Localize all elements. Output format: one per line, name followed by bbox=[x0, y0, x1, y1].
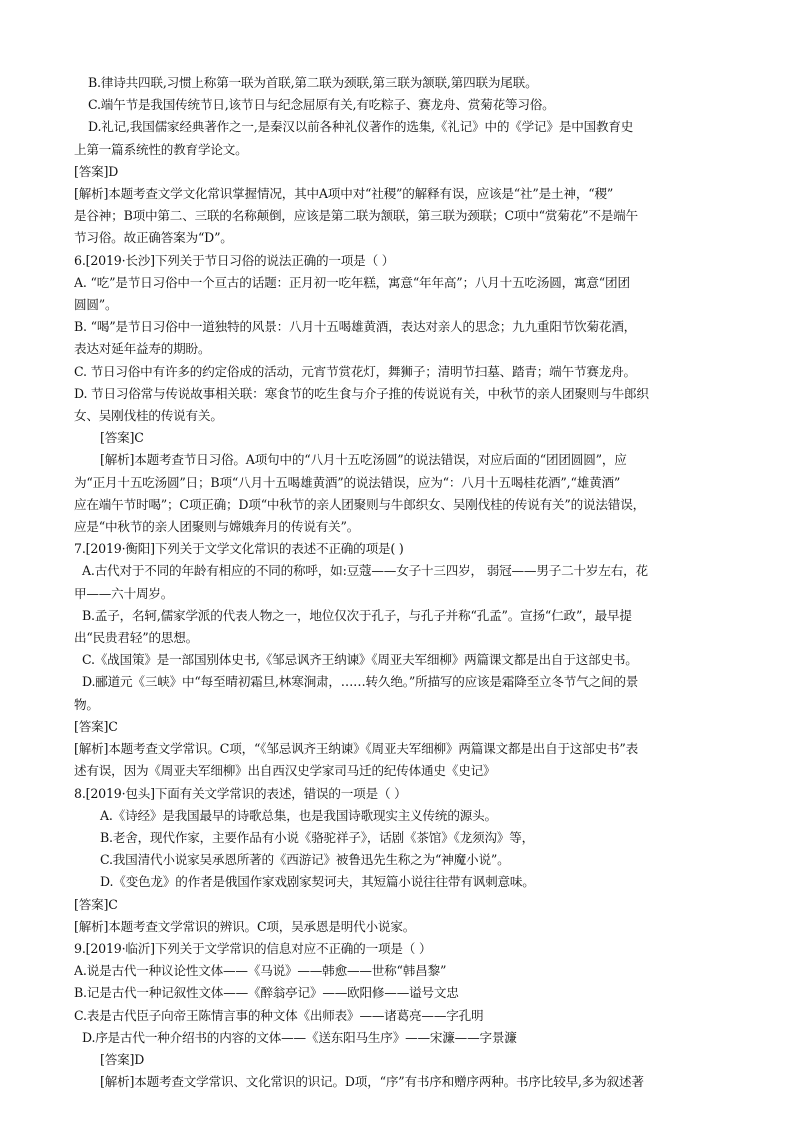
q9-option-a: A.说是古代一种议论性文体——《马说》——韩愈——世称“韩昌黎” bbox=[74, 963, 447, 979]
q7-analysis-line: [解析]本题考查文学常识。C项，“《邹忌讽齐王纳谏》《周亚夫军细柳》两篇课文都是出自于这部史书”表 bbox=[74, 741, 639, 757]
q7-option-line: 物。 bbox=[74, 696, 99, 712]
q9-answer: [答案]D bbox=[100, 1051, 145, 1067]
q6-option-line: 圆圆”。 bbox=[74, 297, 118, 313]
q5-analysis-line: [解析]本题考查文学文化常识掌握情况，其中A项中对“社稷”的解释有误，应该是“社”是土神，“稷” bbox=[74, 186, 614, 202]
q7-stem: 7.[2019·衡阳]下列关于文学文化常识的表述不正确的项是( ) bbox=[74, 541, 404, 557]
q5-option-d: D.礼记,我国儒家经典著作之一,是秦汉以前各种礼仪著作的选集,《礼记》中的《学记》是中国教育史 bbox=[88, 119, 634, 135]
q5-option-d-cont: 上第一篇系统性的教育学论文。 bbox=[74, 141, 248, 157]
q5-answer: [答案]D bbox=[74, 163, 119, 179]
q6-option-line: 表达对延年益寿的期盼。 bbox=[74, 341, 211, 357]
q9-analysis-line: [解析]本题考查文学常识、文化常识的识记。D项，“序”有书序和赠序两种。书序比较早,多为叙述著 bbox=[100, 1074, 644, 1090]
q6-option-line: D. 节日习俗常与传说故事相关联：寒食节的吃生食与介子推的传说说有关，中秋节的亲人团聚则与牛郎织 bbox=[74, 385, 649, 401]
q6-analysis-line: 应在端午节时喝”；C项正确；D项“中秋节的亲人团聚则与牛郎织女、吴刚伐桂的传说有关”的说法错误， bbox=[74, 496, 645, 512]
q7-option-line: B.孟子，名轲,儒家学派的代表人物之一，地位仅次于孔子，与孔子并称“孔孟”。宣扬“仁政”，最早提 bbox=[82, 607, 632, 623]
q5-option-c: C.端午节是我国传统节日,该节日与纪念屈原有关,有吃粽子、赛龙舟、赏菊花等习俗。 bbox=[88, 97, 555, 113]
q8-option-c: C.我国清代小说家吴承恩所著的《西游记》被鲁迅先生称之为“神魔小说”。 bbox=[100, 852, 510, 868]
q8-option-b: B.老舍，现代作家，主要作品有小说《骆驼祥子》，话剧《茶馆》《龙须沟》等， bbox=[100, 829, 535, 845]
q6-option-line: A. “吃”是节日习俗中一个亘古的话题：正月初一吃年糕，寓意“年年高”；八月十五吃汤圆，寓意“团团 bbox=[74, 274, 630, 290]
q7-option-line: 甲——六十周岁。 bbox=[74, 585, 174, 601]
document-page bbox=[74, 72, 734, 1093]
q8-analysis-line: [解析]本题考查文学常识的辨识。C项，吴承恩是明代小说家。 bbox=[74, 918, 416, 934]
q5-analysis-line: 节习俗。故正确答案为“D”。 bbox=[74, 230, 233, 246]
q8-option-d: D.《变色龙》的作者是俄国作家戏剧家契诃夫，其短篇小说往往带有讽刺意味。 bbox=[100, 874, 535, 890]
q6-option-line: C. 节日习俗中有许多的约定俗成的活动，元宵节赏花灯，舞狮子；清明节扫墓、踏青；端午节赛龙舟。 bbox=[74, 363, 636, 379]
q7-option-line: D.郦道元《三峡》中“每至晴初霜旦,林寒涧肃，……转久绝。”所描写的应该是霜降至立冬节气之间的景 bbox=[82, 674, 639, 690]
q7-analysis-line: 述有误，因为《周亚夫军细柳》出自西汉史学家司马迁的纪传体通史《史记》 bbox=[74, 763, 496, 779]
q5-option-b: B.律诗共四联,习惯上称第一联为首联,第二联为颈联,第三联为颔联,第四联为尾联。 bbox=[88, 75, 538, 90]
q7-answer: [答案]C bbox=[74, 718, 118, 734]
q6-answer: [答案]C bbox=[100, 430, 144, 446]
q5-analysis-line: 是谷神；B项中第二、三联的名称颠倒，应该是第二联为颔联，第三联为颈联；C项中“赏菊花”不是端午 bbox=[74, 208, 638, 224]
q7-option-line: C.《战国策》是一部国别体史书,《邹忌讽齐王纳谏》《周亚夫军细柳》两篇课文都是出自于这部史书。 bbox=[82, 652, 638, 668]
q7-option-line: A.古代对于不同的年龄有相应的不同的称呼，如:豆蔻——女子十三四岁， 弱冠——男子二十岁左右，花 bbox=[82, 563, 648, 579]
q7-option-line: 出“民贵君轻”的思想。 bbox=[74, 630, 199, 646]
q6-option-line: B. “喝”是节日习俗中一道独特的风景：八月十五喝雄黄酒，表达对亲人的思念；九九重阳节饮菊花酒， bbox=[74, 319, 637, 335]
q8-option-a: A.《诗经》是我国最早的诗歌总集，也是我国诗歌现实主义传统的源头。 bbox=[100, 807, 497, 823]
q6-option-line: 女、吴刚伐桂的传说有关。 bbox=[74, 408, 223, 424]
q6-analysis-line: 为“正月十五吃汤圆”日；B项“八月十五喝雄黄酒”的说法错误，应为“：八月十五喝桂花酒”,“雄黄酒” bbox=[74, 474, 621, 490]
q8-stem: 8.[2019·包头]下面有关文学常识的表述，错误的一项是（ ） bbox=[74, 785, 407, 801]
q8-answer: [答案]C bbox=[74, 896, 118, 912]
q6-analysis-line: 应是“中秋节的亲人团聚则与嫦娥奔月的传说有关”。 bbox=[74, 519, 360, 535]
q9-option-d: D.序是古代一种介绍书的内容的文体——《送东阳马生序》——宋濂——字景濂 bbox=[82, 1029, 517, 1045]
q6-stem: 6.[2019·长沙]下列关于节日习俗的说法正确的一项是（ ） bbox=[74, 252, 395, 268]
q9-stem: 9.[2019·临沂]下列关于文学常识的信息对应不正确的一项是（ ） bbox=[74, 940, 432, 956]
q9-option-c: C.表是古代臣子向帝王陈情言事的种文体《出师表》——诸葛亮——字孔明 bbox=[74, 1007, 484, 1023]
q6-analysis-line: [解析]本题考查节日习俗。A项句中的“八月十五吃汤圆”的说法错误，对应后面的“团团圆圆”，应 bbox=[100, 452, 627, 468]
q9-option-b: B.记是古代一种记叙性文体——《醉翁亭记》——欧阳修——谥号文忠 bbox=[74, 985, 459, 1001]
